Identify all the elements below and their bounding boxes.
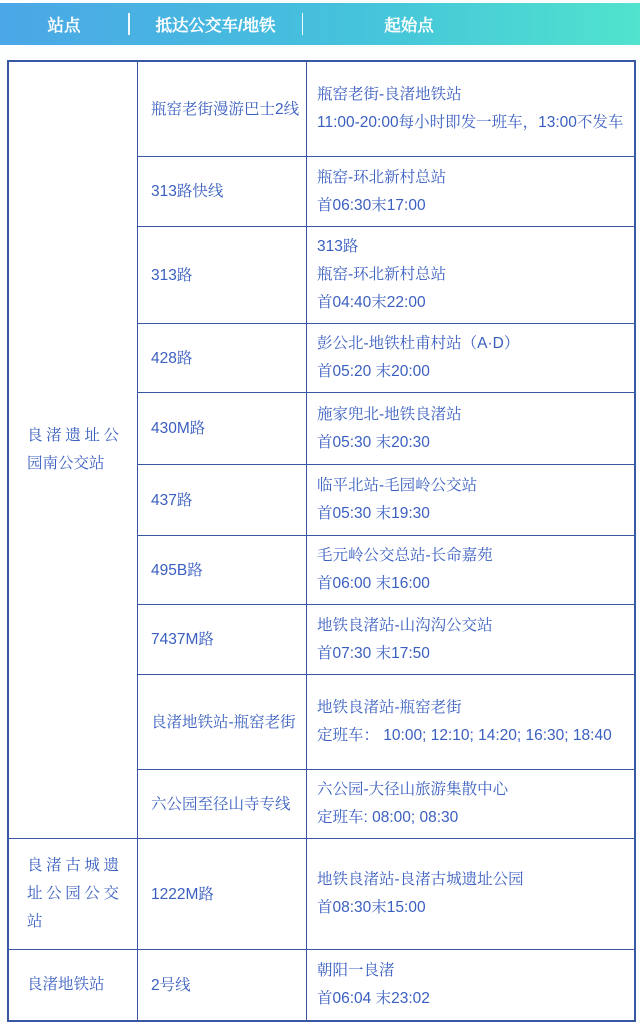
route-origin-cell xyxy=(307,536,634,604)
origin-line: 地铁良渚站-良渚古城遗址公园 xyxy=(317,871,524,888)
route-origin-cell xyxy=(307,157,634,226)
origin-line: 毛元岭公交总站-长命嘉苑 xyxy=(317,547,493,564)
origin-line: 地铁良渚站-瓶窑老街 xyxy=(317,699,462,716)
station-cell xyxy=(9,950,138,1020)
origin-line: 首05:30 末20:30 xyxy=(317,433,430,451)
route-row xyxy=(138,535,634,604)
origin-line: 313路 xyxy=(317,238,359,255)
header-col-origin: 起始点 xyxy=(384,17,434,35)
route-line-cell: 437路 xyxy=(138,465,307,535)
route-origin-cell xyxy=(307,770,634,838)
origin-line: 瓶窑老街-良渚地铁站 xyxy=(317,86,462,103)
route-origin-cell xyxy=(307,62,634,156)
origin-line: 彭公北-地铁杜甫村站（A·D） xyxy=(317,335,520,352)
route-row xyxy=(138,769,634,838)
origin-line: 瓶窑-环北新村总站 xyxy=(317,168,447,186)
station-name: 良渚遗址公园南公交站 xyxy=(27,427,119,472)
routes-container xyxy=(138,950,634,1020)
origin-line: 首05:30 末19:30 xyxy=(317,505,430,522)
route-row xyxy=(138,62,634,156)
route-row xyxy=(138,156,634,226)
origin-line: 首07:30 末17:50 xyxy=(317,644,430,662)
origin-line: 11:00-20:00每小时即发一班车，13:00不发车 xyxy=(317,114,624,131)
route-origin-cell xyxy=(307,605,634,674)
route-line-cell: 430M路 xyxy=(138,393,307,464)
origin-line: 首06:04 末23:02 xyxy=(317,990,430,1007)
route-origin-cell xyxy=(307,227,634,323)
origin-line: 首06:00 末16:00 xyxy=(317,575,430,592)
header-col-station: 站点 xyxy=(47,17,81,35)
route-row xyxy=(138,839,634,949)
route-line-cell: 1222M路 xyxy=(138,839,307,949)
origin-line: 朝阳一良渚 xyxy=(317,962,395,979)
station-group xyxy=(9,62,634,838)
route-origin-cell xyxy=(307,950,634,1020)
station-group xyxy=(9,838,634,949)
origin-line: 首08:30末15:00 xyxy=(317,899,426,916)
transport-table xyxy=(7,60,636,1022)
route-line-cell: 7437M路 xyxy=(138,605,307,674)
route-line-cell: 313路 xyxy=(138,227,307,323)
route-line-cell: 良渚地铁站-瓶窑老街 xyxy=(138,675,307,769)
routes-container xyxy=(138,839,634,949)
origin-line: 六公园-大径山旅游集散中心 xyxy=(317,781,509,798)
route-origin-cell xyxy=(307,393,634,464)
origin-line: 地铁良渚站-山沟沟公交站 xyxy=(317,616,493,634)
route-row xyxy=(138,604,634,674)
origin-line: 首06:30末17:00 xyxy=(317,196,426,214)
route-origin-cell xyxy=(307,324,634,392)
route-line-cell: 428路 xyxy=(138,324,307,392)
routes-container xyxy=(138,62,634,838)
station-name: 良渚地铁站 xyxy=(27,976,105,993)
table-header-bar xyxy=(0,3,640,45)
route-origin-cell xyxy=(307,839,634,949)
route-line-cell: 六公园至径山寺专线 xyxy=(138,770,307,838)
origin-line: 临平北站-毛园岭公交站 xyxy=(317,477,478,494)
origin-line: 定班车： 10:00; 12:10; 14:20; 16:30; 18:40 xyxy=(317,727,612,744)
origin-line: 施家兜北-地铁良渚站 xyxy=(317,405,462,423)
route-line-cell: 瓶窑老街漫游巴士2线 xyxy=(138,62,307,156)
origin-line: 首04:40末22:00 xyxy=(317,294,426,311)
route-row xyxy=(138,226,634,323)
route-row xyxy=(138,950,634,1020)
route-line-cell: 495B路 xyxy=(138,536,307,604)
route-origin-cell xyxy=(307,675,634,769)
route-row xyxy=(138,674,634,769)
origin-line: 瓶窑-环北新村总站 xyxy=(317,266,447,283)
origin-line: 定班车: 08:00; 08:30 xyxy=(317,809,459,826)
route-line-cell: 313路快线 xyxy=(138,157,307,226)
route-row xyxy=(138,392,634,464)
station-cell xyxy=(9,839,138,949)
route-line-cell: 2号线 xyxy=(138,950,307,1020)
station-cell xyxy=(9,62,138,838)
route-origin-cell xyxy=(307,465,634,535)
station-name: 良渚古城遗址公园公交站 xyxy=(27,857,119,930)
header-col-bus: 抵达公交车/地铁 xyxy=(155,17,276,35)
origin-line: 首05:20 末20:00 xyxy=(317,363,430,380)
route-row xyxy=(138,323,634,392)
route-row xyxy=(138,464,634,535)
station-group xyxy=(9,949,634,1020)
